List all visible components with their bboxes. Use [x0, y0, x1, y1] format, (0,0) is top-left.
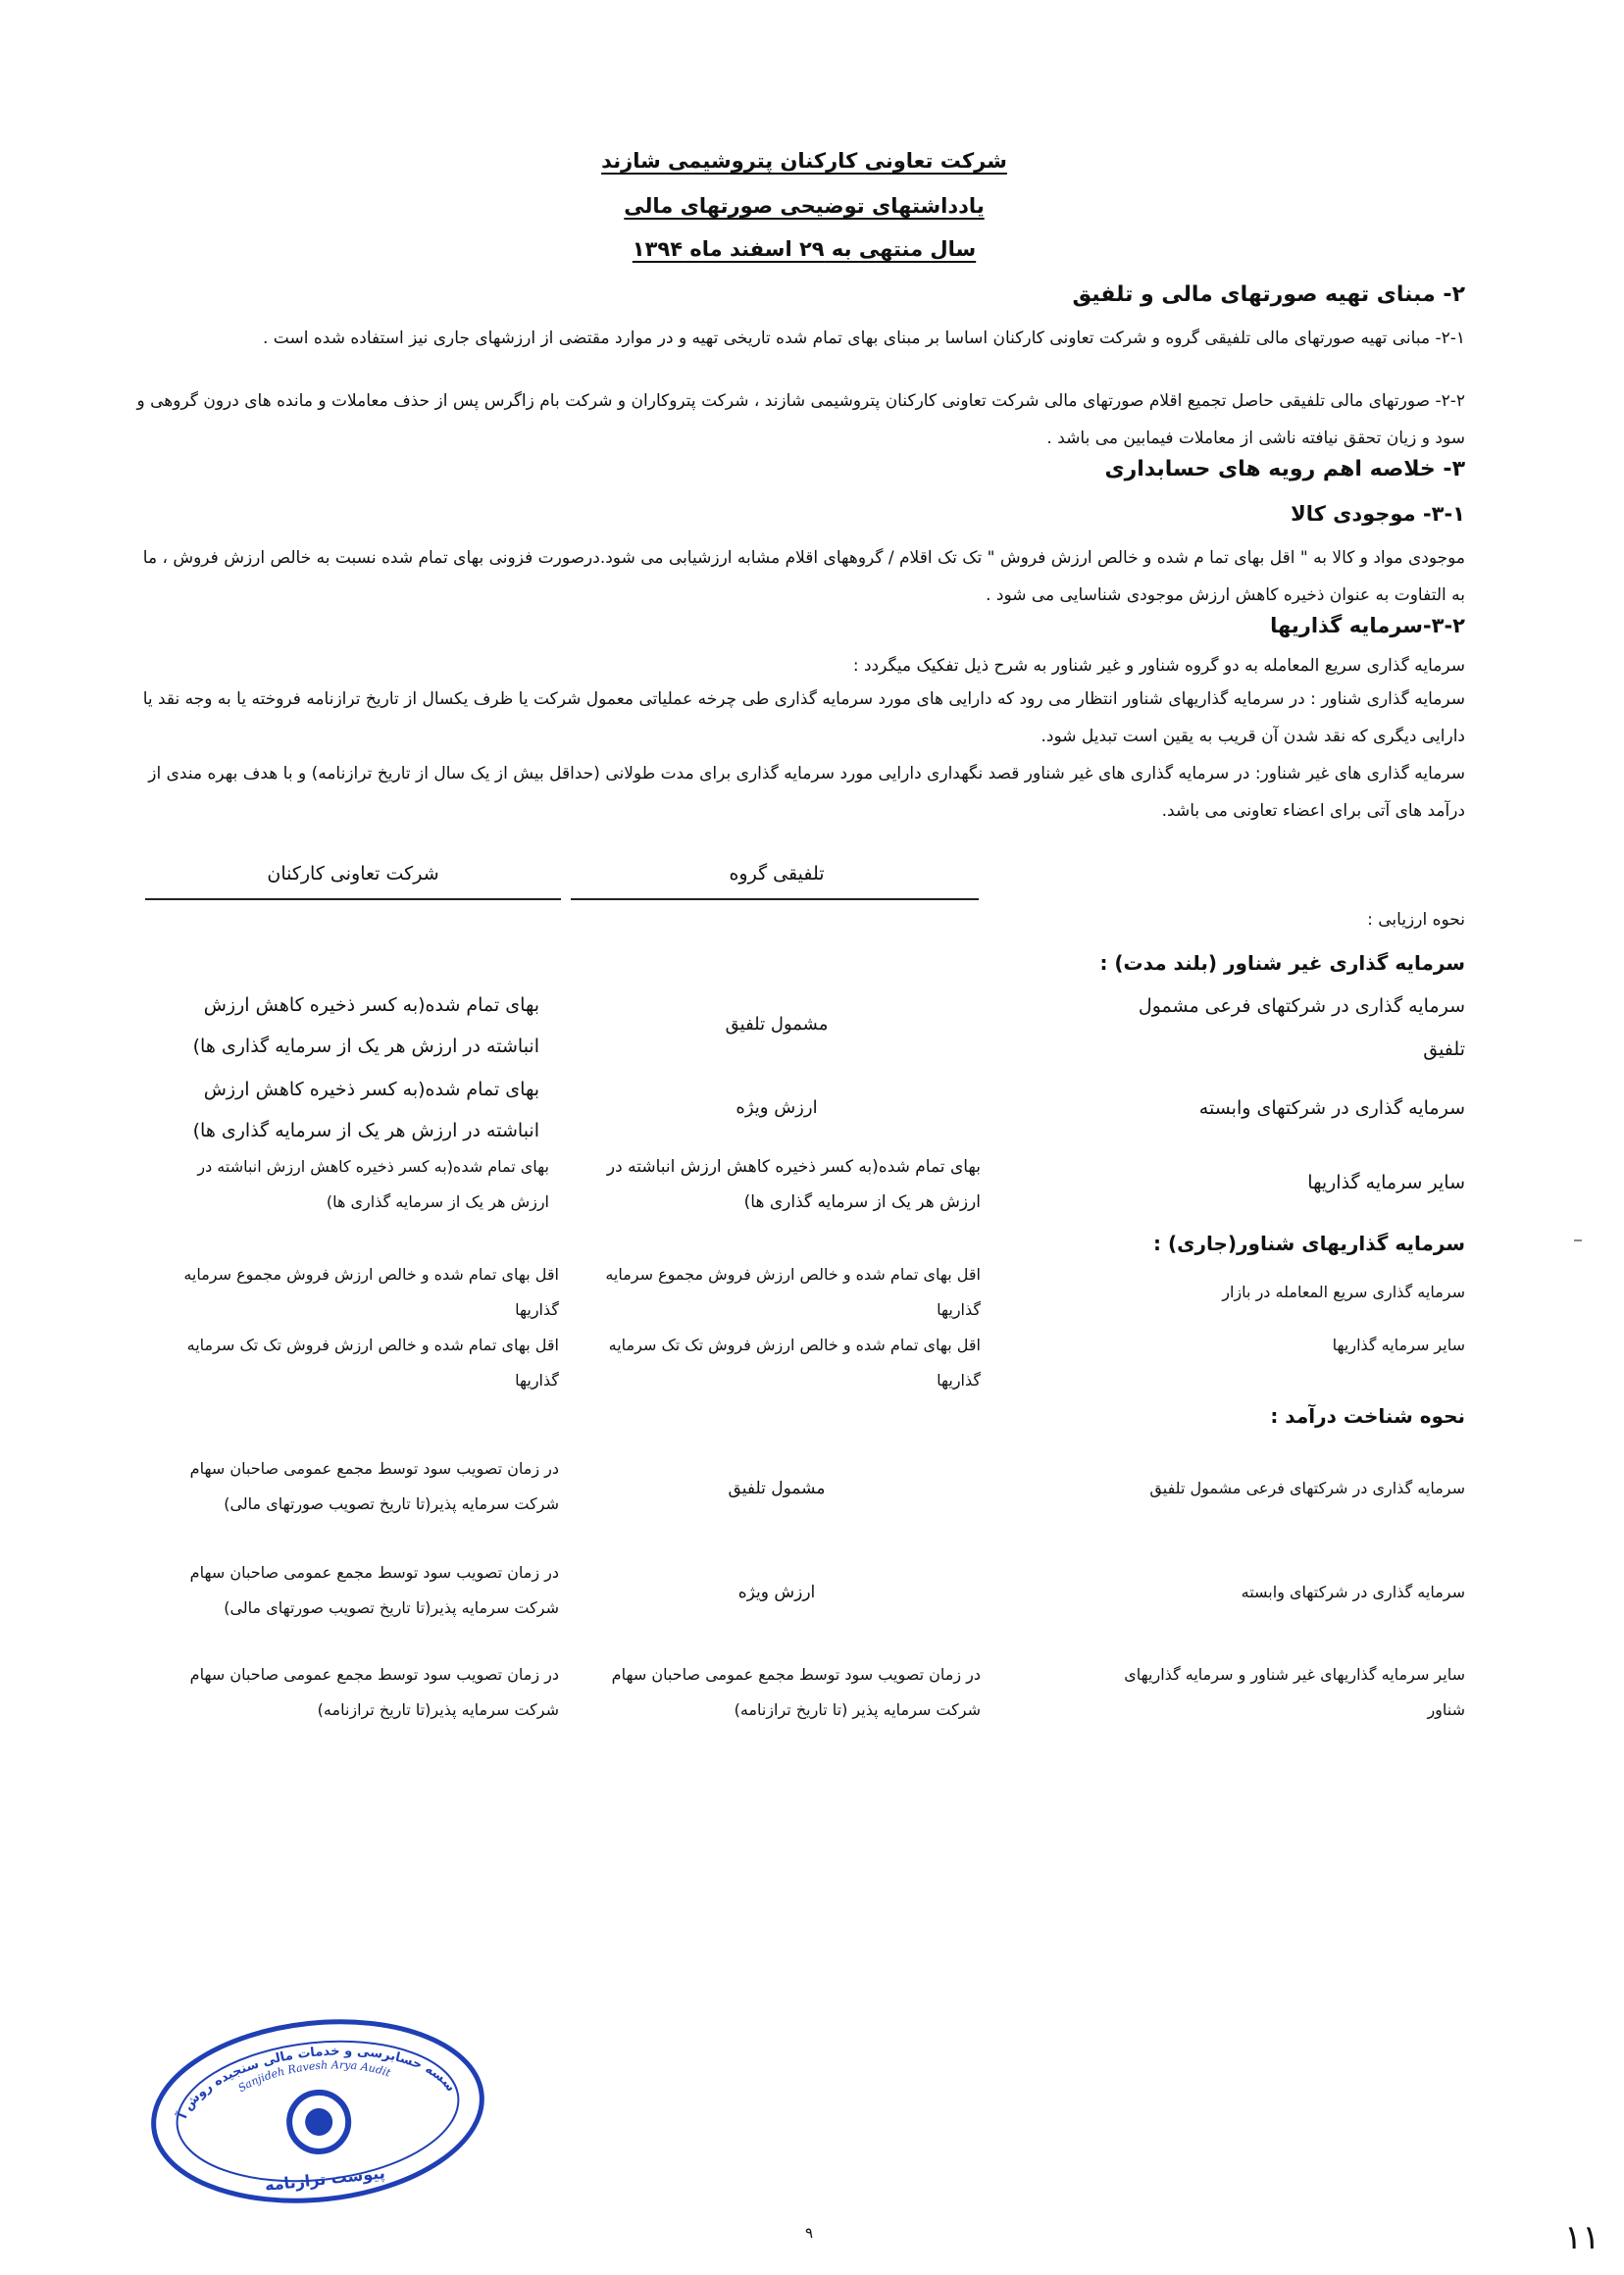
row-company-associates: بهای تمام شده(به کسر ذخیره کاهش ارزش انباشته در ارزش هر یک از سرمایه گذاری ها) [192, 1079, 539, 1141]
corner-handwritten-number: ۱۱ [1564, 2218, 1600, 2257]
row-group-revenue-associates: ارزش ویژه [737, 1583, 816, 1602]
row-label-associates: سرمایه گذاری در شرکتهای وابسته [1198, 1097, 1465, 1119]
row-group-marketable: اقل بهای تمام شده و خالص ارزش فروش مجموع سرمایه گذاریها [605, 1265, 981, 1319]
audit-stamp [145, 2010, 490, 2212]
row-company-revenue-other: در زمان تصویب سود توسط مجمع عمومی صاحبان سهام شرکت سرمایه پذیر(تا تاریخ ترازنامه) [189, 1665, 559, 1719]
section2-paragraph-2: ۲-۲- صورتهای مالی تلفیقی حاصل تجمیع اقلام صورتهای مالی شرکت تعاونی کارکنان پتروشیمی شازند ، شرکت پتروکاران و شرکت بام زاگرس پس از حذف معاملات و مانده های درون گروهی و سود و زیان تحقق نیافته ناشی از معاملات فیمابین می باشد . [136, 391, 1465, 448]
noncurrent-heading: سرمایه گذاری غیر شناور (بلند مدت) : [1099, 951, 1465, 975]
document-period: سال منتهی به ۲۹ اسفند ماه ۱۳۹۴ [632, 237, 977, 261]
investments-intro: سرمایه گذاری سریع المعامله به دو گروه شناور و غیر شناور به شرح ذیل تفکیک میگردد : [852, 656, 1465, 676]
column-rule-company [145, 898, 561, 900]
nonfloating-investments-paragraph: سرمایه گذاری های غیر شناور: در سرمایه گذاری های غیر شناور قصد نگهداری دارایی مورد سرمایه گذاری برای مدت طولانی (حداقل بیش از یک سال از تاریخ ترازنامه) و با هدف بهره مندی از درآمد های آتی برای اعضاء تعاونی می باشد. [148, 764, 1465, 821]
investments-heading: ۳-۲-سرمایه گذاریها [1270, 614, 1465, 637]
floating-investments-paragraph: سرمایه گذاری شناور : در سرمایه گذاریهای شناور انتظار می رود که دارایی های مورد سرمایه گذاری طی چرخه عملیاتی معمول شرکت یا ظرف یکسال از تاریخ ترازنامه فروخته یا به وجه نقد یا دارایی دیگری که نقد شدن آن قریب به یقین است تبدیل شود. [142, 689, 1465, 746]
row-company-revenue-subsidiaries: در زمان تصویب سود توسط مجمع عمومی صاحبان سهام شرکت سرمایه پذیر(تا تاریخ تصویب صورتهای مالی) [189, 1459, 559, 1513]
company-name: شرکت تعاونی کارکنان پتروشیمی شازند [601, 149, 1007, 173]
stamp-bottom-text: پیوست ترازنامه [264, 2163, 386, 2196]
row-label-subsidiaries: سرمایه گذاری در شرکتهای فرعی مشمول تلفیق [1138, 995, 1465, 1060]
row-company-marketable: اقل بهای تمام شده و خالص ارزش فروش مجموع سرمایه گذاریها [183, 1265, 559, 1319]
stamp-latin-text: Sanjideh Ravesh Arya Audit [235, 2058, 393, 2096]
column-header-group: تلفیقی گروه [729, 863, 825, 885]
row-group-revenue-other: در زمان تصویب سود توسط مجمع عمومی صاحبان سهام شرکت سرمایه پذیر (تا تاریخ ترازنامه) [611, 1665, 981, 1719]
row-group-associates: ارزش ویژه [736, 1097, 818, 1118]
row-company-other-investments: بهای تمام شده(به کسر ذخیره کاهش ارزش انباشته در ارزش هر یک از سرمایه گذاری ها) [197, 1157, 549, 1211]
revenue-heading: نحوه شناخت درآمد : [1270, 1404, 1465, 1428]
row-label-other-investments: سایر سرمایه گذاریها [1307, 1172, 1465, 1193]
page-number: ۹ [804, 2224, 814, 2242]
row-company-subsidiaries: بهای تمام شده(به کسر ذخیره کاهش ارزش انباشته در ارزش هر یک از سرمایه گذاری ها) [192, 994, 539, 1057]
current-heading: سرمایه گذاریهای شناور(جاری) : [1153, 1232, 1465, 1255]
valuation-label: نحوه ارزیابی : [1367, 910, 1465, 930]
stamp-top-text: موسسه حسابرسی و خدمات مالی سنجیده روش آریا [176, 2044, 458, 2121]
section2-heading: ۲- مبنای تهیه صورتهای مالی و تلفیق [1072, 282, 1465, 307]
document-title: یادداشتهای توضیحی صورتهای مالی [624, 194, 985, 218]
row-label-marketable: سرمایه گذاری سریع المعامله در بازار [1222, 1283, 1465, 1301]
row-label-revenue-associates: سرمایه گذاری در شرکتهای وابسته [1241, 1583, 1465, 1601]
row-group-other-current: اقل بهای تمام شده و خالص ارزش فروش تک تک سرمایه گذاریها [608, 1336, 981, 1390]
inventory-heading: ۳-۱- موجودی کالا [1291, 502, 1465, 526]
margin-tick-mark [1574, 1239, 1582, 1241]
row-label-other-current: سایر سرمایه گذاریها [1332, 1336, 1465, 1354]
section3-heading: ۳- خلاصه اهم رویه های حسابداری [1104, 457, 1465, 481]
section2-paragraph-1: ۲-۱- مبانی تهیه صورتهای مالی تلفیقی گروه و شرکت تعاونی کارکنان اساسا بر مبنای بهای تمام شده تاریخی تهیه و در موارد مقتضی از ارزشهای جاری نیز استفاده شده است . [263, 329, 1465, 348]
row-company-other-current: اقل بهای تمام شده و خالص ارزش فروش تک تک سرمایه گذاریها [186, 1336, 559, 1390]
stamp-eye-pupil [304, 2107, 334, 2138]
row-label-revenue-other: سایر سرمایه گذاریهای غیر شناور و سرمایه گذاریهای شناور [1124, 1665, 1465, 1719]
row-group-revenue-subsidiaries: مشمول تلفیق [728, 1479, 826, 1498]
row-group-subsidiaries: مشمول تلفیق [725, 1014, 829, 1035]
column-header-company: شرکت تعاونی کارکنان [267, 863, 439, 885]
row-company-revenue-associates: در زمان تصویب سود توسط مجمع عمومی صاحبان سهام شرکت سرمایه پذیر(تا تاریخ تصویب صورتهای مالی) [189, 1563, 559, 1617]
row-label-revenue-subsidiaries: سرمایه گذاری در شرکتهای فرعی مشمول تلفیق [1149, 1479, 1465, 1497]
inventory-paragraph: موجودی مواد و کالا به " اقل بهای تما م شده و خالص ارزش فروش " تک تک اقلام / گروههای اقلام مشابه ارزشیابی می شود.درصورت فزونی بهای تمام شده نسبت به خالص ارزش فروش ، ما به التفاوت به عنوان ذخیره کاهش ارزش موجودی شناسایی می شود . [142, 548, 1465, 605]
row-group-other-investments: بهای تمام شده(به کسر ذخیره کاهش ارزش انباشته در ارزش هر یک از سرمایه گذاری ها) [606, 1157, 981, 1212]
column-rule-group [571, 898, 979, 900]
